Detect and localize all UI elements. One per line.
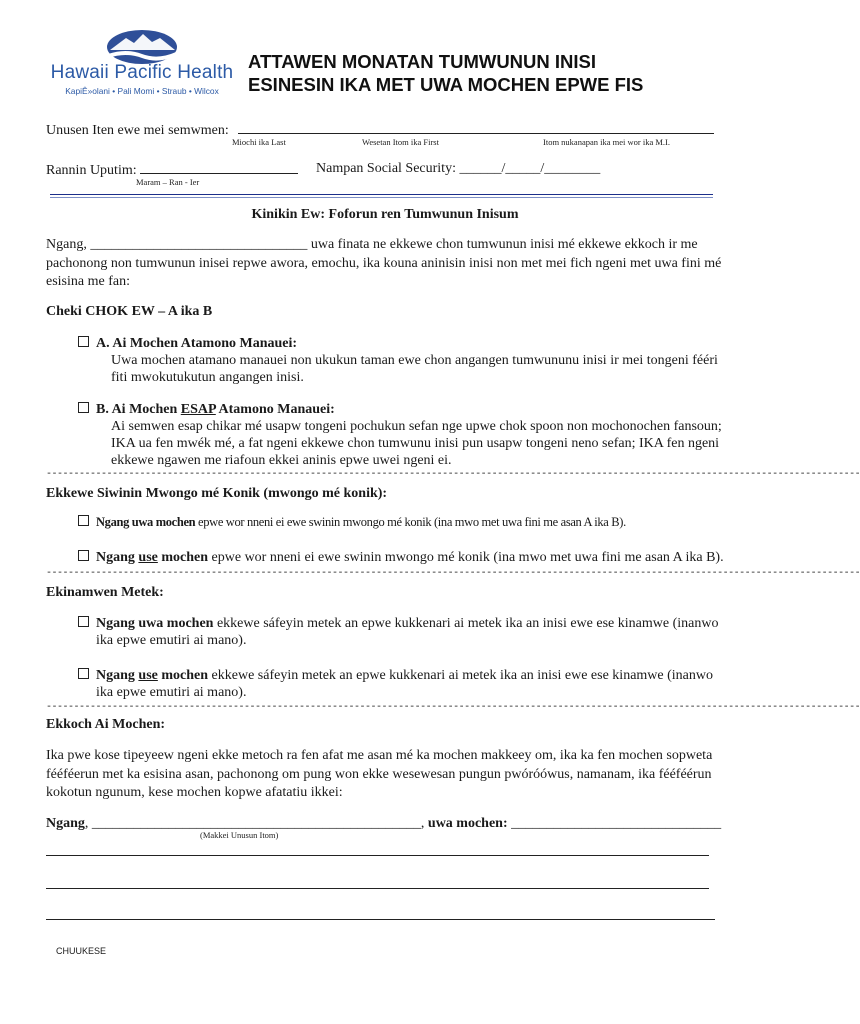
wishes-line-3[interactable] <box>46 919 715 920</box>
wishes-row <box>46 814 721 833</box>
logo-subsidiaries: KapiÊ»olani • Pali Momi • Straub • Wilcox <box>65 86 219 96</box>
middle-initial-caption: Itom nukanapan ika mei wor ika M.I. <box>543 137 670 147</box>
wishes-uwa-mochen: uwa mochen: <box>427 816 508 831</box>
ssn-row <box>316 159 600 178</box>
section4-text-2: fééféerun met ka esisina asan, pachonong om pung won ekke wesewesan pungun pwóróówus, namanam, ika fééféérun <box>46 766 712 782</box>
section3-item1-text-2: ika epwe emutiri ai mano). <box>96 633 247 648</box>
dashed-divider-2: ---------------------------------------------------------------------------------------------------------------------------------------------------- <box>46 568 860 579</box>
section3-item1-bold: Ngang uwa mochen <box>96 616 214 631</box>
option-b-prefix: B. Ai Mochen <box>96 402 181 417</box>
hawaii-pacific-health-logo <box>44 28 240 100</box>
section3-heading: Ekinamwen Metek: <box>46 585 164 600</box>
section4-text-1: Ika pwe kose tipeyeew ngeni ekke metoch ra fen afat me asan mé ka mochen makkeey om, ika ka fen mochen sopweta <box>46 748 713 763</box>
form-title-line2: ESINESIN IKA MET UWA MOCHEN EPWE FIS <box>248 74 644 95</box>
section2-item2-use: use <box>138 550 158 565</box>
section3-item2-bold: mochen <box>157 668 209 683</box>
section2-item2-text: epwe wor nneni ei ewe swinin mwongo mé konik (ina mwo met uwa fini me asan A ika B). <box>208 550 724 565</box>
option-b-text-2: IKA ua fen mwék mé, a fat ngeni ekkewe chon tumwunu inisi pun usapw tongeni neno sefan; IKA fen ngeni <box>111 436 720 451</box>
option-b-suffix: Atamono Manauei: <box>215 402 335 417</box>
section4-heading: Ekkoch Ai Mochen: <box>46 717 166 732</box>
patient-name-field[interactable] <box>238 119 714 134</box>
language-footer: CHUUKESE <box>56 946 107 956</box>
wishes-line-1[interactable] <box>46 855 709 856</box>
section-divider-top <box>50 194 713 195</box>
section2-item2 <box>78 548 724 567</box>
ssn-field[interactable]: ______/_____/________ <box>459 161 601 176</box>
wishes-ngang: Ngang <box>46 816 85 831</box>
wishes-name-field[interactable]: _______________________________________________ <box>91 816 421 831</box>
section2-item2-bold: mochen <box>157 550 209 565</box>
wishes-comma: , <box>84 816 89 831</box>
section-divider-bottom <box>50 197 713 198</box>
option-b-checkbox[interactable] <box>78 402 89 413</box>
section4-paragraph <box>46 747 716 803</box>
option-a-text-2: fiti mwokutukutun angangen inisi. <box>111 370 304 385</box>
section3-item1-checkbox[interactable] <box>78 616 89 627</box>
dashed-divider-1: ---------------------------------------------------------------------------------------------------------------------------------------------------- <box>46 469 860 480</box>
section3-item2-text-2: ika epwe emutiri ai mano). <box>96 685 247 700</box>
section2-item2-pre: Ngang <box>96 550 139 565</box>
form-title <box>248 50 643 96</box>
option-a-title: A. Ai Mochen Atamono Manauei: <box>96 336 298 351</box>
first-name-caption: Wesetan Itom ika First <box>362 137 439 147</box>
dob-field[interactable] <box>140 159 298 174</box>
section4-text-3: kokotun ngunum, kese mochen kopwe afatatiu ikkei: <box>46 785 343 800</box>
section2-item1-checkbox[interactable] <box>78 515 89 526</box>
dob-format-caption: Maram – Ran - Ier <box>136 177 200 187</box>
section1-heading: Kinikin Ew: Foforun ren Tumwunun Inisum <box>251 207 519 222</box>
intro-text-1: uwa finata ne ekkewe chon tumwunun inisi mé ekkewe ekkoch ir me <box>310 237 698 252</box>
ssn-label: Nampan Social Security: <box>316 161 456 176</box>
last-name-caption: Miochi ika Last <box>232 137 286 147</box>
wishes-tail-field[interactable]: ______________________________ <box>511 816 722 831</box>
section2-item1-text: epwe wor nneni ei ewe swinin mwongo mé konik (ina mwo met uwa fini me asan A ika B). <box>195 515 626 529</box>
logo-wordmark: Hawaii Pacific Health <box>50 62 234 83</box>
intro-text-3: esisina me fan: <box>46 274 130 289</box>
section2-item1 <box>78 515 626 530</box>
section3-item2-use: use <box>138 668 158 683</box>
section3-item1-text: ekkewe sáfeyin metek an epwe kukkenari ai metek ika an inisi ewe ese kinamwe (inanwo <box>213 616 719 631</box>
option-a-checkbox[interactable] <box>78 336 89 347</box>
full-name-caption: (Makkei Unusun Itom) <box>200 830 279 840</box>
option-b-esap: ESAP <box>180 402 216 417</box>
form-title-line1: ATTAWEN MONATAN TUMWUNUN INISI <box>248 51 597 72</box>
section3-item2-text: ekkewe sáfeyin metek an epwe kukkenari ai metek ika an inisi ewe ese kinamwe (inanwo <box>208 668 714 683</box>
intro-ngang: Ngang, <box>46 237 87 252</box>
section1-intro <box>46 236 722 292</box>
wishes-line-2[interactable] <box>46 888 709 889</box>
section3-item2-pre: Ngang <box>96 668 139 683</box>
dashed-divider-3: ---------------------------------------------------------------------------------------------------------------------------------------------------- <box>46 702 860 713</box>
patient-name-label: Unusen Iten ewe mei semwmen: <box>46 123 229 138</box>
section2-item1-bold: Ngang uwa mochen <box>96 515 196 529</box>
dob-label: Rannin Uputim: <box>46 163 137 178</box>
intro-text-2: pachonong non tumwunun inisei repwe awora, emochu, ika kouna aninisin inisi non met mei fich ngeni met uwa fini mé <box>46 255 722 271</box>
section3-item2-checkbox[interactable] <box>78 668 89 679</box>
section2-heading: Ekkewe Siwinin Mwongo mé Konik (mwongo mé konik): <box>46 486 388 501</box>
option-b-text-1: Ai semwen esap chikar mé usapw tongeni pochukun sefan nge upwe chok spoon non mochonochen fansoun; <box>111 419 722 434</box>
intro-name-field[interactable]: _______________________________ <box>90 237 308 252</box>
option-a-text-1: Uwa mochen atamano manauei non ukukun taman ewe chon angangen tumwununu inisi ir mei tongeni fééri <box>111 353 718 368</box>
check-one-label: Cheki CHOK EW – A ika B <box>46 304 213 319</box>
option-b-text-3: ekkewe ngawen me riafoun ekkei aninis epwe uwei ngeni ei. <box>111 453 452 468</box>
section2-item2-checkbox[interactable] <box>78 550 89 561</box>
wishes-comma-2: , <box>420 816 425 831</box>
